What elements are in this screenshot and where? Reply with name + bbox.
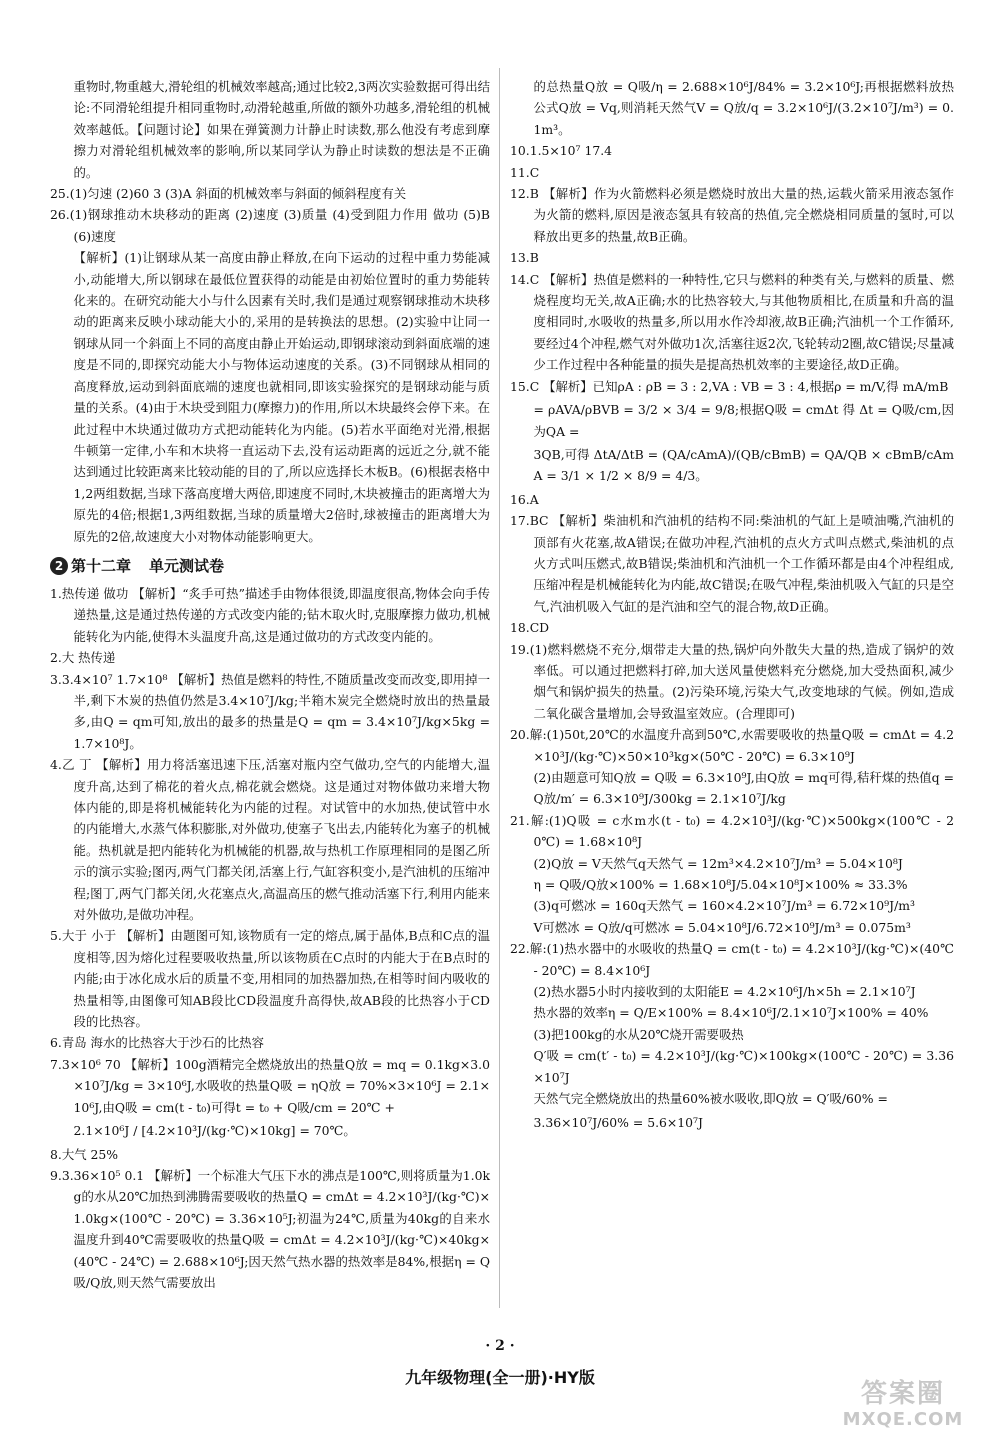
answer-q15: 15.C 【解析】已知ρA : ρB = 3 : 2,VA : VB = 3 : 4,根据ρ = m/V,得 mA/mB xyxy=(510,378,949,394)
q21-part3: (3)q可燃冰 = 160q天然气 = 160×4.2×10⁷J/m³ = 6.72×10⁹J/m³ xyxy=(533,898,916,914)
q22-part2: (2)热水器5小时内接收到的太阳能E = 4.2×10⁶J/h×5h = 2.1×10⁷J xyxy=(533,984,916,1000)
answer-q22: 22.解:(1)热水器中的水吸收的热量Q = cm(t - t₀) = 4.2×10³J/(kg·℃)×(40℃ - 20℃) = 8.4×10⁶J xyxy=(510,941,954,978)
page-number: · 2 · xyxy=(485,1338,515,1354)
q24-continued: 重物时,物重越大,滑轮组的机械效率越高;通过比较2,3两次实验数据可得出结论:不同滑轮组提升相同重物时,动滑轮越重,所做的额外功越多,滑轮组的机械效率越低。【问题讨论】如果在弹簧测力计静止时读数,那么他没有考虑到摩擦力对滑轮组机械效率的影响,所以某同学认为静止时读数的想法是不正确的。 xyxy=(73,79,490,180)
q7-formula: 2.1×10⁶J / [4.2×10³J/(kg·℃)×10kg] = 70℃。 xyxy=(73,1123,356,1139)
answer-q4: 4.乙 丁 【解析】用力将活塞迅速下压,活塞对瓶内空气做功,空气的内能增大,温度升高,达到了棉花的着火点,棉花就会燃烧。这是通过对物体做功来增大物体内能的,即是将机械能转化为内能的过程。对试管中的水加热,使试管中水的内能增大,水蒸气体积膨胀,对外做功,使塞子飞出去,内能转化为塞子的机械能。热机就是把内能转化为机械能的机器,故与热机工作原理相同的是图乙所示的演示实验;图丙,两气门都关闭,活塞上行,气缸容积变小,是汽油机的压缩冲程;图丁,两气门都关闭,火花塞点火,高温高压的燃气推动活塞下行,利用内能来对外做功,是做功冲程。 xyxy=(50,757,490,923)
answer-q26: 26.(1)钢球推动木块移动的距离 (2)速度 (3)质量 (4)受到阻力作用 做功 (5)B (6)速度 xyxy=(50,207,490,244)
book-title: 九年级物理(全一册)·HY版 xyxy=(405,1368,595,1387)
watermark-site: MXQE.COM xyxy=(842,1409,964,1430)
q15-formula-2: 3QB,可得 ΔtA/ΔtB = (QA/cAmA)/(QB/cBmB) = QA/QB × cBmB/cAmA = 3/1 × 1/2 × 8/9 = 4/3。 xyxy=(533,446,954,484)
q9-continued: 的总热量Q放 = Q吸/η = 2.688×10⁶J/84% = 3.2×10⁶J;再根据燃料放热公式Q放 = Vq,则消耗天然气V = Q放/q = 3.2×10⁶J/(3.2×10⁷J/m³) = 0.1m³。 xyxy=(533,79,954,137)
q21-efficiency: η = Q吸/Q放×100% = 1.68×10⁸J/5.04×10⁸J×100% ≈ 33.3% xyxy=(533,877,908,893)
q21-part2: (2)Q放 = V天然气q天然气 = 12m³×4.2×10⁷J/m³ = 5.04×10⁸J xyxy=(533,855,903,871)
answer-q13: 13.B xyxy=(510,250,539,266)
analysis-q26: 【解析】(1)让钢球从某一高度由静止释放,在向下运动的过程中重力势能减小,动能增大,所以钢球在最低位置获得的动能是由初始位置时的重力势能转化来的。在研究动能大小与什么因素有关时,我们是通过观察钢球推动木块移动的距离来反映小球动能大小的,采用的是转换法的思想。(2)实验中让同一钢球从同一个斜面上不同的高度由静止开始运动,即钢球滚动到斜面底端的速度是不同的,即探究动能大小与物体运动速度的关系。(3)不同钢球从相同的高度释放,运动到斜面底端的速度也就相同,即该实验探究的是钢球动能与质量的关系。(4)由于木块受到阻力(摩擦力)的作用,所以木块最终会停下来。在此过程中木块通过做功方式把动能转化为内能。(5)若水平面绝对光滑,根据牛顿第一定律,小车和木块将一直运动下去,没有运动距离的远近之分,就不能达到通过比较距离来比较动能的目的了,所以应选择长木板B。(6)根据表格中1,2两组数据,当球下落高度增大两倍,即速度不同时,木块被撞击的距离增大为原先的4倍;根据1,3两组数据,当球的质量增大2倍时,球被撞击的距离增大为原先的2倍,故速度大小对物体动能影响更大。 xyxy=(73,250,490,544)
chapter-heading xyxy=(50,555,490,577)
answer-q5: 5.大于 小于 【解析】由题图可知,该物质有一定的熔点,属于晶体,B点和C点的温度相等,因为熔化过程要吸收热量,所以该物质在C点时的内能大于在B点时的内能;由于冰化成水后的质量不变,用相同的加热器加热,在相等时间内吸收的热量相等,由图像可知AB段比CD段温度升高得快,故AB段的比热容小于CD段的比热容。 xyxy=(50,928,490,1030)
q22-result: 3.36×10⁷J/60% = 5.6×10⁷J xyxy=(533,1114,703,1130)
answer-q20: 20.解:(1)50t,20℃的水温度升高到50℃,水需要吸收的热量Q吸 = cmΔt = 4.2×10³J/(kg·℃)×50×10³kg×(50℃ - 20℃) = 6.3×10⁹J xyxy=(510,727,954,764)
answer-q3: 3.3.4×10⁷ 1.7×10⁸ 【解析】热值是燃料的特性,不随质量改变而改变,即用掉一半,剩下木炭的热值仍然是3.4×10⁷J/kg;半箱木炭完全燃烧时放出的热量最多,由Q = qm可知,放出的最多的热量是Q = qm = 3.4×10⁷J/kg×5kg = 1.7×10⁸J。 xyxy=(50,671,490,751)
answer-q7: 7.3×10⁶ 70 【解析】100g酒精完全燃烧放出的热量Q放 = mq = 0.1kg×3.0×10⁷J/kg = 3×10⁶J,水吸收的热量Q吸 = ηQ放 = 70%×3×10⁶J = 2.1×10⁶J,由Q吸 = cm(t - t₀)可得t = t₀ + Q吸/cm = 20℃ + xyxy=(50,1056,490,1115)
q22-heat: Q′吸 = cm(t′ - t₀) = 4.2×10³J/(kg·℃)×100kg×(100℃ - 20℃) = 3.36×10⁷J xyxy=(533,1048,954,1085)
left-column xyxy=(50,76,490,1293)
right-column xyxy=(510,76,954,1135)
answer-q6: 6.青岛 海水的比热容大于沙石的比热容 xyxy=(50,1035,265,1051)
answer-q21: 21.解:(1)Q吸 = c水m水(t - t₀) = 4.2×10³J/(kg·℃)×500kg×(100℃ - 20℃) = 1.68×10⁸J xyxy=(510,812,954,850)
answer-q16: 16.A xyxy=(510,491,539,507)
chapter-subtitle: 单元测试卷 xyxy=(149,556,225,575)
answer-q8: 8.大气 25% xyxy=(50,1146,119,1162)
q20-part2: (2)由题意可知Q放 = Q吸 = 6.3×10⁹J,由Q放 = mq可得,秸秆煤的热值q = Q放/m′ = 6.3×10⁹J/300kg = 2.1×10⁷J/kg xyxy=(533,770,954,807)
q22-gas: 天然气完全燃烧放出的热量60%被水吸收,即Q放 = Q′吸/60% = xyxy=(533,1091,888,1107)
q15-formula-1: = ρAVA/ρBVB = 3/2 × 3/4 = 9/8;根据Q吸 = cmΔt 得 Δt = Q吸/cm,因为QA = xyxy=(533,402,954,439)
watermark-logo xyxy=(818,1378,988,1436)
q21-volume: V可燃冰 = Q放/q可燃冰 = 5.04×10⁸J/6.72×10⁹J/m³ = 0.075m³ xyxy=(533,919,911,935)
watermark-main: 答案圈 xyxy=(860,1379,945,1409)
answer-q10: 10.1.5×10⁷ 17.4 xyxy=(510,143,613,159)
answer-q25: 25.(1)匀速 (2)60 3 (3)A 斜面的机械效率与斜面的倾斜程度有关 xyxy=(50,186,407,202)
answer-q19: 19.(1)燃料燃烧不充分,烟带走大量的热,锅炉向外散失大量的热,造成了锅炉的效率低。可以通过把燃料打碎,加大送风量使燃料充分燃烧,加大受热面积,减少烟气和锅炉损失的热量。(2)污染环境,污染大气,改变地球的气候。例如,造成二氧化碳含量增加,会导致温室效应。(合理即可) xyxy=(510,641,954,721)
answer-q11: 11.C xyxy=(510,164,540,180)
chapter-number-badge: 2 xyxy=(50,557,68,575)
answer-q17: 17.BC 【解析】柴油机和汽油机的结构不同:柴油机的气缸上是喷油嘴,汽油机的顶部有火花塞,故A错误;在做功冲程,汽油机的点火方式叫点燃式,柴油机的点火方式叫压燃式,故B错误;柴油机和汽油机一个工作循环都是由4个冲程组成,压缩冲程是机械能转化为内能,故C错误;在吸气冲程,柴油机吸入气缸的只是空气,汽油机吸入气缸的是汽油和空气的混合物,故D正确。 xyxy=(510,513,954,614)
q22-part3: (3)把100kg的水从20℃烧开需要吸热 xyxy=(533,1026,744,1042)
answer-q1: 1.热传递 做功 【解析】“炙手可热”描述手由物体很烫,即温度很高,物体会向手传递热量,这是通过热传递的方式改变内能的;钻木取火时,克服摩擦力做功,机械能转化为内能,使得木头温度升高,这是通过做功的方式改变内能的。 xyxy=(50,585,490,644)
answer-q2: 2.大 热传递 xyxy=(50,650,116,666)
answer-q12: 12.B 【解析】作为火箭燃料必须是燃烧时放出大量的热,运载火箭采用液态氢作为火箭的燃料,原因是液态氢具有较高的热值,完全燃烧相同质量的氢时,可以释放出更多的热量,故B正确。 xyxy=(510,186,954,244)
q22-efficiency: 热水器的效率η = Q/E×100% = 8.4×10⁶J/2.1×10⁷J×100% = 40% xyxy=(533,1005,929,1021)
answer-q14: 14.C 【解析】热值是燃料的一种特性,它只与燃料的种类有关,与燃料的质量、燃烧程度均无关,故A正确;水的比热容较大,与其他物质相比,在质量和升高的温度相同时,水吸收的热量多,所以用水作冷却液,故B正确;汽油机一个工作循环,要经过4个冲程,燃气对外做功1次,活塞往返2次,飞轮转动2圈,故C错误;尽量减少工作过程中各种能量的损失是提高热机效率的主要途径,故D正确。 xyxy=(510,271,954,373)
answer-q18: 18.CD xyxy=(510,620,550,636)
answer-q9: 9.3.36×10⁵ 0.1 【解析】一个标准大气压下水的沸点是100℃,则将质量为1.0kg的水从20℃加热到沸腾需要吸收的热量Q = cmΔt = 4.2×10³J/(kg·℃)×1.0kg×(100℃ - 20℃) = 3.36×10⁵J;初温为24℃,质量为40kg的自来水温度升到40℃需要吸收的热量Q吸 = cmΔt = 4.2×10³J/(kg·℃)×40kg×(40℃ - 24℃) = 2.688×10⁶J;因天然气热水器的热效率是84%,根据η = Q吸/Q放,则天然气需要放出 xyxy=(50,1167,490,1290)
chapter-name: 第十二章 xyxy=(71,556,132,575)
